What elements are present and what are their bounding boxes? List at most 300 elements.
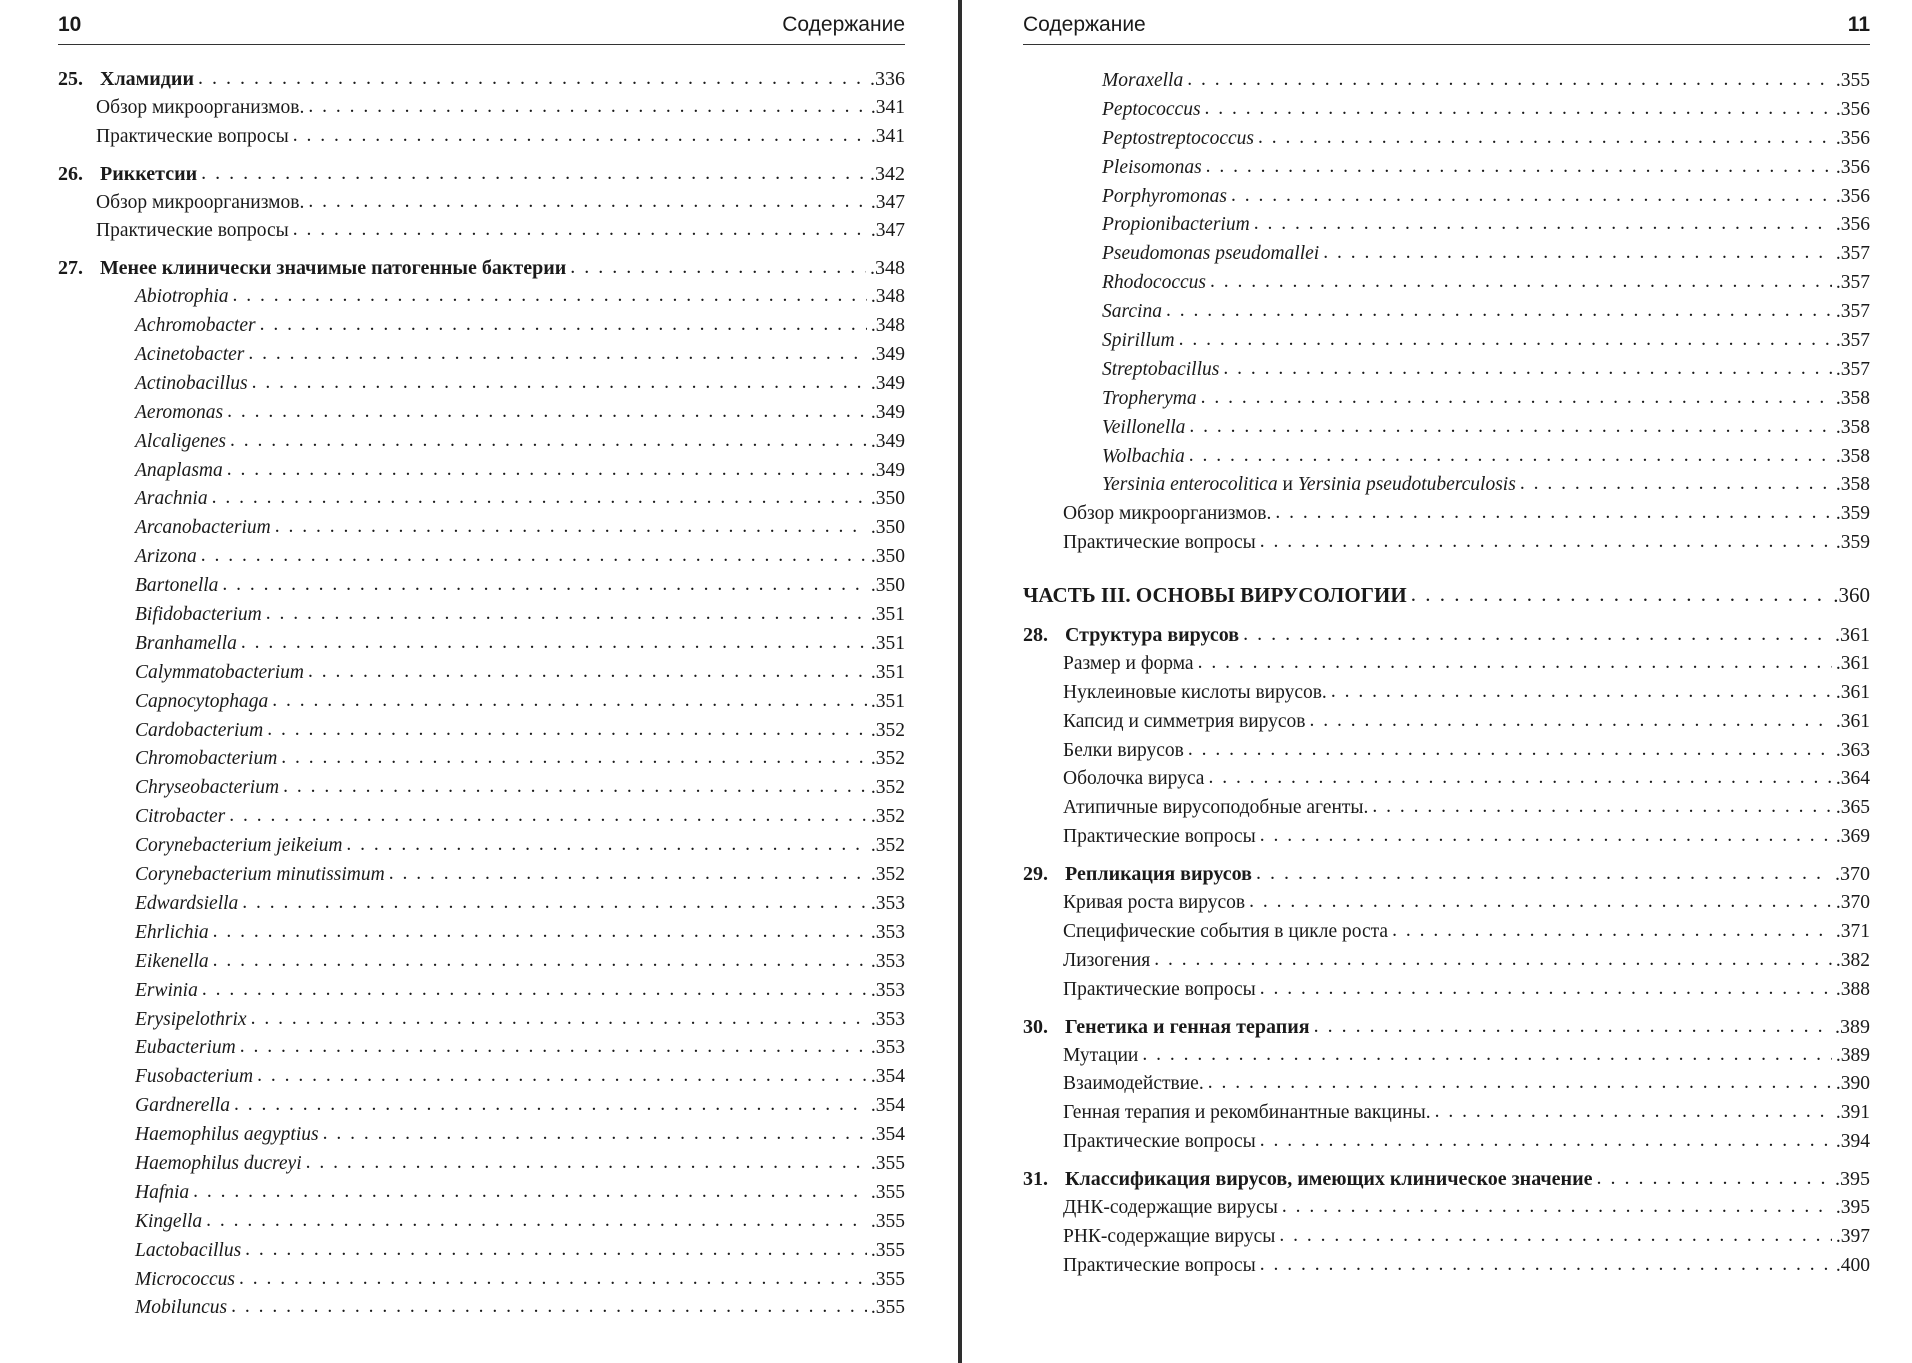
entry-title: Erysipelothrix xyxy=(135,1008,247,1030)
entry-title: Mobiluncus xyxy=(135,1297,228,1319)
toc-organism-entry xyxy=(1023,474,1870,503)
book-spine-divider xyxy=(958,0,962,1363)
page-reference: .357 xyxy=(1835,243,1870,265)
toc-section-entry xyxy=(1023,1102,1870,1131)
entry-title: Peptococcus xyxy=(1102,98,1201,120)
toc-organism-entry xyxy=(1023,243,1870,272)
entry-title: Gardnerella xyxy=(135,1095,230,1117)
toc-organism-entry xyxy=(58,980,905,1009)
entry-title: Veillonella xyxy=(1102,416,1186,438)
toc-organism-entry xyxy=(1023,446,1870,475)
entry-title: Arachnia xyxy=(135,488,208,510)
page-reference: .355 xyxy=(870,1210,905,1232)
page-reference: .350 xyxy=(870,517,905,539)
toc-section-entry xyxy=(58,97,905,126)
dot-leader xyxy=(1256,862,1831,885)
page-reference: .353 xyxy=(870,921,905,943)
page-reference: .347 xyxy=(870,191,905,213)
page-reference: .391 xyxy=(1835,1102,1870,1124)
dot-leader xyxy=(281,747,867,769)
entry-title: Streptobacillus xyxy=(1102,358,1220,380)
toc-organism-entry xyxy=(1023,301,1870,330)
page-reference: .359 xyxy=(1835,503,1870,525)
page-reference: .352 xyxy=(870,777,905,799)
dot-leader xyxy=(202,979,867,1001)
dot-leader xyxy=(212,487,867,509)
page-reference: .348 xyxy=(870,286,905,308)
page-reference: .357 xyxy=(1835,301,1870,323)
entry-title: Sarcina xyxy=(1102,301,1162,323)
page-reference: .358 xyxy=(1835,445,1870,467)
dot-leader xyxy=(1254,213,1832,235)
dot-leader xyxy=(1323,242,1832,264)
dot-leader xyxy=(1243,623,1831,646)
dot-leader xyxy=(1260,978,1832,1000)
entry-title: Pseudomonas pseudomallei xyxy=(1102,243,1320,265)
dot-leader xyxy=(1205,98,1832,120)
toc-organism-entry xyxy=(58,1124,905,1153)
toc-organism-entry xyxy=(58,1153,905,1182)
toc-organism-entry xyxy=(58,1297,905,1326)
toc-organism-entry xyxy=(58,373,905,402)
entry-title: Fusobacterium xyxy=(135,1066,254,1088)
right-page-number: 11 xyxy=(1847,13,1870,36)
toc-section-entry xyxy=(1023,711,1870,740)
toc-chapter-entry xyxy=(58,68,905,97)
dot-leader xyxy=(1520,473,1832,495)
entry-title: Классификация вирусов, имеющих клиническое значение xyxy=(1065,1168,1593,1191)
entry-title: Porphyromonas xyxy=(1102,185,1227,207)
page-reference: .341 xyxy=(870,125,905,147)
toc-section-entry xyxy=(1023,740,1870,769)
entry-title: Нуклеиновые кислоты вирусов. xyxy=(1063,681,1327,703)
entry-title: Обзор микроорганизмов. xyxy=(96,191,305,213)
entry-title: Практические вопросы xyxy=(1063,1254,1256,1276)
toc-organism-entry xyxy=(58,546,905,575)
dot-leader xyxy=(239,1268,867,1290)
dot-leader xyxy=(1206,156,1832,178)
entry-title: Alcaligenes xyxy=(135,430,226,452)
entry-title: Lactobacillus xyxy=(135,1239,242,1261)
toc-organism-entry xyxy=(1023,128,1870,157)
page-reference: .361 xyxy=(1835,710,1870,732)
dot-leader xyxy=(283,776,867,798)
entry-title: Специфические события в цикле роста xyxy=(1063,920,1389,942)
page-reference: .351 xyxy=(870,690,905,712)
entry-title-part: Yersinia enterocolitica xyxy=(1102,474,1278,496)
entry-title: Практические вопросы xyxy=(96,220,289,242)
dot-leader xyxy=(260,314,867,336)
chapter-number: 26. xyxy=(58,162,83,185)
toc-organism-entry xyxy=(58,1095,905,1124)
page-reference: .388 xyxy=(1835,978,1870,1000)
toc-organism-entry xyxy=(58,286,905,315)
entry-title: Acinetobacter xyxy=(135,344,245,366)
page-reference: .361 xyxy=(1835,652,1870,674)
page-reference: .355 xyxy=(870,1297,905,1319)
dot-leader xyxy=(1392,920,1832,942)
dot-leader xyxy=(1223,358,1832,380)
toc-chapter-entry xyxy=(58,163,905,192)
toc-organism-entry xyxy=(58,517,905,546)
dot-leader xyxy=(1260,1254,1832,1276)
dot-leader xyxy=(308,96,867,118)
dot-leader xyxy=(257,1065,867,1087)
page-reference: .353 xyxy=(870,892,905,914)
dot-leader xyxy=(227,401,867,423)
toc-section-entry xyxy=(1023,1073,1870,1102)
toc-organism-entry xyxy=(1023,417,1870,446)
dot-leader xyxy=(346,834,866,856)
page-reference: .371 xyxy=(1835,920,1870,942)
dot-leader xyxy=(1435,1101,1832,1123)
dot-leader xyxy=(1208,767,1831,789)
page-reference: .341 xyxy=(870,96,905,118)
entry-title: Haemophilus aegyptius xyxy=(135,1124,319,1146)
toc-organism-entry xyxy=(58,748,905,777)
entry-title: Репликация вирусов xyxy=(1065,863,1252,886)
page-reference: .348 xyxy=(870,315,905,337)
dot-leader xyxy=(293,219,867,241)
left-running-header xyxy=(58,10,905,45)
dot-leader xyxy=(1279,1225,1832,1247)
page-reference: .354 xyxy=(870,1095,905,1117)
dot-leader xyxy=(1208,1072,1832,1094)
toc-section-entry xyxy=(58,192,905,221)
page-reference: .354 xyxy=(870,1066,905,1088)
entry-title: Branhamella xyxy=(135,632,237,654)
page-reference: .351 xyxy=(870,604,905,626)
page-reference: .336 xyxy=(870,68,905,90)
dot-leader xyxy=(234,1094,867,1116)
dot-leader xyxy=(1314,1015,1831,1038)
page-reference: .347 xyxy=(870,220,905,242)
toc-section-entry xyxy=(1023,1197,1870,1226)
dot-leader xyxy=(252,372,867,394)
entry-title: Обзор микроорганизмов. xyxy=(1063,503,1272,525)
entry-title: Chromobacterium xyxy=(135,748,278,770)
page-reference: .361 xyxy=(1835,624,1870,647)
dot-leader xyxy=(323,1123,867,1145)
dot-leader xyxy=(245,1239,867,1261)
entry-title: Ehrlichia xyxy=(135,921,209,943)
entry-title: ЧАСТЬ III. ОСНОВЫ ВИРУСОЛОГИИ xyxy=(1023,583,1407,608)
toc-organism-entry xyxy=(1023,330,1870,359)
entry-title: Haemophilus ducreyi xyxy=(135,1152,302,1174)
page-reference: .348 xyxy=(870,257,905,280)
toc-section-entry xyxy=(1023,826,1870,855)
entry-title: Хламидии xyxy=(100,68,194,90)
page-reference: .400 xyxy=(1835,1254,1870,1276)
entry-title: РНК-содержащие вирусы xyxy=(1063,1225,1276,1247)
entry-title: Calymmatobacterium xyxy=(135,661,304,683)
dot-leader xyxy=(1331,681,1832,703)
page-reference: .395 xyxy=(1835,1196,1870,1218)
entry-title: Практические вопросы xyxy=(1063,1131,1256,1153)
entry-title: Практические вопросы xyxy=(96,125,289,147)
entry-title: Лизогения xyxy=(1063,949,1151,971)
page-reference: .356 xyxy=(1835,185,1870,207)
dot-leader xyxy=(193,1181,867,1203)
entry-title: Менее клинически значимые патогенные бактерии xyxy=(100,257,567,280)
left-page-number: 10 xyxy=(58,13,82,36)
toc-organism-entry xyxy=(58,1066,905,1095)
dot-leader xyxy=(1187,69,1832,91)
toc-organism-entry xyxy=(58,662,905,691)
right-header-title: Содержание xyxy=(1023,13,1146,36)
entry-title: Anaplasma xyxy=(135,459,223,481)
dot-leader xyxy=(1282,1196,1832,1218)
dot-leader xyxy=(248,343,867,365)
dot-leader xyxy=(1210,271,1832,293)
toc-organism-entry xyxy=(58,1240,905,1269)
dot-leader xyxy=(213,950,867,972)
dot-leader xyxy=(266,603,867,625)
toc-organism-entry xyxy=(58,1009,905,1038)
page-reference: .351 xyxy=(870,632,905,654)
toc-organism-entry xyxy=(58,691,905,720)
page-reference: .370 xyxy=(1835,892,1870,914)
dot-leader xyxy=(1166,300,1832,322)
page-reference: .356 xyxy=(1835,127,1870,149)
dot-leader xyxy=(227,459,867,481)
chapter-number: 27. xyxy=(58,257,83,280)
page-reference: .349 xyxy=(870,401,905,423)
left-page xyxy=(58,0,905,1363)
toc-organism-entry xyxy=(1023,214,1870,243)
dot-leader xyxy=(272,690,867,712)
page-reference: .390 xyxy=(1835,1073,1870,1095)
entry-title: Hafnia xyxy=(135,1181,190,1203)
entry-title: Eikenella xyxy=(135,950,209,972)
toc-organism-entry xyxy=(58,633,905,662)
toc-section-entry xyxy=(1023,1226,1870,1255)
entry-title: Оболочка вируса xyxy=(1063,768,1205,790)
left-toc-list xyxy=(58,68,905,1326)
toc-section-entry xyxy=(58,220,905,249)
entry-title: Кривая роста вирусов xyxy=(1063,892,1246,914)
toc-section-entry xyxy=(1023,1255,1870,1284)
toc-chapter-entry xyxy=(58,257,905,286)
page-reference: .358 xyxy=(1835,474,1870,496)
entry-title: ДНК-содержащие вирусы xyxy=(1063,1196,1278,1218)
toc-organism-entry xyxy=(58,1182,905,1211)
toc-organism-entry xyxy=(58,344,905,373)
right-running-header xyxy=(1023,10,1870,45)
toc-organism-entry xyxy=(1023,99,1870,128)
dot-leader xyxy=(206,1210,867,1232)
entry-title: Micrococcus xyxy=(135,1268,235,1290)
toc-organism-entry xyxy=(1023,70,1870,99)
entry-title: Eubacterium xyxy=(135,1037,236,1059)
dot-leader xyxy=(1179,329,1832,351)
page-reference: .363 xyxy=(1835,739,1870,761)
entry-title: Мутации xyxy=(1063,1044,1139,1066)
page-reference: .357 xyxy=(1835,358,1870,380)
toc-section-entry xyxy=(1023,503,1870,532)
entry-title: Actinobacillus xyxy=(135,372,248,394)
page-reference: .355 xyxy=(870,1268,905,1290)
toc-section-entry xyxy=(1023,892,1870,921)
entry-title: Практические вопросы xyxy=(1063,826,1256,848)
entry-title: Практические вопросы xyxy=(1063,978,1256,1000)
dot-leader xyxy=(389,863,867,885)
page-reference: .349 xyxy=(870,430,905,452)
dot-leader xyxy=(251,1008,867,1030)
chapter-number: 28. xyxy=(1023,624,1048,647)
dot-leader xyxy=(1275,502,1832,524)
entry-title: Achromobacter xyxy=(135,315,256,337)
entry-title: Peptostreptococcus xyxy=(1102,127,1254,149)
page-reference: .353 xyxy=(870,950,905,972)
page-reference: .352 xyxy=(870,864,905,886)
page-reference: .358 xyxy=(1835,387,1870,409)
entry-title: Spirillum xyxy=(1102,330,1175,352)
page-reference: .356 xyxy=(1835,98,1870,120)
toc-organism-entry xyxy=(58,1037,905,1066)
toc-organism-entry xyxy=(1023,186,1870,215)
toc-organism-entry xyxy=(1023,388,1870,417)
entry-title-part: и xyxy=(1277,474,1298,496)
toc-chapter-entry xyxy=(1023,624,1870,653)
entry-title: Размер и форма xyxy=(1063,652,1194,674)
page-reference: .361 xyxy=(1835,681,1870,703)
entry-title: Bartonella xyxy=(135,575,219,597)
entry-title: Tropheryma xyxy=(1102,387,1197,409)
toc-organism-entry xyxy=(58,720,905,749)
page-reference: .389 xyxy=(1835,1015,1870,1038)
dot-leader xyxy=(1260,531,1832,553)
page-reference: .350 xyxy=(870,488,905,510)
entry-title: Генетика и генная терапия xyxy=(1065,1015,1310,1038)
entry-title: Arizona xyxy=(135,546,197,568)
page-reference: .357 xyxy=(1835,272,1870,294)
entry-title: Citrobacter xyxy=(135,806,226,828)
dot-leader xyxy=(1372,796,1832,818)
toc-organism-entry xyxy=(58,315,905,344)
page-reference: .358 xyxy=(1835,416,1870,438)
entry-title: Rhodococcus xyxy=(1102,272,1206,294)
toc-organism-entry xyxy=(58,951,905,980)
entry-title: Propionibacterium xyxy=(1102,214,1250,236)
toc-organism-entry xyxy=(58,893,905,922)
toc-chapter-entry xyxy=(1023,863,1870,892)
entry-title: Aeromonas xyxy=(135,401,224,423)
toc-section-entry xyxy=(1023,979,1870,1008)
toc-organism-entry xyxy=(58,488,905,517)
page-reference: .352 xyxy=(870,748,905,770)
page-reference: .350 xyxy=(870,575,905,597)
toc-section-entry xyxy=(1023,950,1870,979)
page-reference: .364 xyxy=(1835,768,1870,790)
toc-section-entry xyxy=(1023,921,1870,950)
page-reference: .370 xyxy=(1835,863,1870,886)
left-header-title: Содержание xyxy=(782,13,905,36)
page-reference: .353 xyxy=(870,1008,905,1030)
entry-title: Kingella xyxy=(135,1210,203,1232)
toc-organism-entry xyxy=(58,777,905,806)
entry-title: Erwinia xyxy=(135,979,198,1001)
page-reference: .352 xyxy=(870,806,905,828)
chapter-number: 30. xyxy=(1023,1015,1048,1038)
dot-leader xyxy=(1596,1167,1831,1190)
page-reference: .349 xyxy=(870,459,905,481)
right-toc-list xyxy=(1023,70,1870,1284)
page-reference: .355 xyxy=(870,1239,905,1261)
entry-title: Cardobacterium xyxy=(135,719,264,741)
toc-section-entry xyxy=(1023,1045,1870,1074)
page-reference: .357 xyxy=(1835,330,1870,352)
page-reference: .355 xyxy=(870,1181,905,1203)
entry-title: Corynebacterium minutissimum xyxy=(135,864,385,886)
page-reference: .342 xyxy=(870,162,905,185)
page-reference: .395 xyxy=(1835,1168,1870,1191)
toc-organism-entry xyxy=(58,460,905,489)
dot-leader xyxy=(242,892,867,914)
entry-title xyxy=(1102,474,1516,496)
page-reference: .360 xyxy=(1833,583,1870,608)
dot-leader xyxy=(293,125,867,147)
entry-title: Атипичные вирусоподобные агенты. xyxy=(1063,797,1369,819)
dot-leader xyxy=(1189,416,1831,438)
page-reference: .397 xyxy=(1835,1225,1870,1247)
entry-title: Wolbachia xyxy=(1102,445,1185,467)
toc-organism-entry xyxy=(1023,359,1870,388)
right-page xyxy=(1023,0,1870,1363)
entry-title-part: Yersinia pseudotuberculosis xyxy=(1297,474,1516,496)
page-reference: .355 xyxy=(1835,70,1870,91)
page-reference: .369 xyxy=(1835,826,1870,848)
page-reference: .365 xyxy=(1835,797,1870,819)
entry-title: Практические вопросы xyxy=(1063,532,1256,554)
toc-chapter-entry xyxy=(1023,1168,1870,1197)
toc-part-heading xyxy=(1023,583,1870,612)
entry-title: Edwardsiella xyxy=(135,892,239,914)
dot-leader xyxy=(213,921,867,943)
toc-section-entry xyxy=(58,126,905,155)
dot-leader xyxy=(1188,739,1832,761)
toc-organism-entry xyxy=(58,575,905,604)
page-reference: .352 xyxy=(870,835,905,857)
entry-title: Взаимодействие. xyxy=(1063,1073,1204,1095)
toc-section-entry xyxy=(1023,653,1870,682)
page-reference: .354 xyxy=(870,1124,905,1146)
dot-leader xyxy=(231,1296,867,1318)
dot-leader xyxy=(1310,710,1832,732)
page-reference: .394 xyxy=(1835,1131,1870,1153)
toc-section-entry xyxy=(1023,768,1870,797)
page-reference: .349 xyxy=(870,372,905,394)
toc-section-entry xyxy=(1023,682,1870,711)
toc-organism-entry xyxy=(58,402,905,431)
entry-title: Chryseobacterium xyxy=(135,777,280,799)
dot-leader xyxy=(1154,949,1832,971)
entry-title: Обзор микроорганизмов. xyxy=(96,96,305,118)
dot-leader xyxy=(1411,582,1830,607)
dot-leader xyxy=(1201,387,1832,409)
dot-leader xyxy=(1231,185,1832,207)
entry-title: Abiotrophia xyxy=(135,286,229,308)
dot-leader xyxy=(1258,127,1832,149)
dot-leader xyxy=(241,632,867,654)
page-reference: .353 xyxy=(870,1037,905,1059)
entry-title: Corynebacterium jeikeium xyxy=(135,835,343,857)
dot-leader xyxy=(230,430,867,452)
toc-organism-entry xyxy=(58,864,905,893)
dot-leader xyxy=(1198,652,1832,674)
page-reference: .356 xyxy=(1835,214,1870,236)
entry-title: Pleisomonas xyxy=(1102,156,1202,178)
